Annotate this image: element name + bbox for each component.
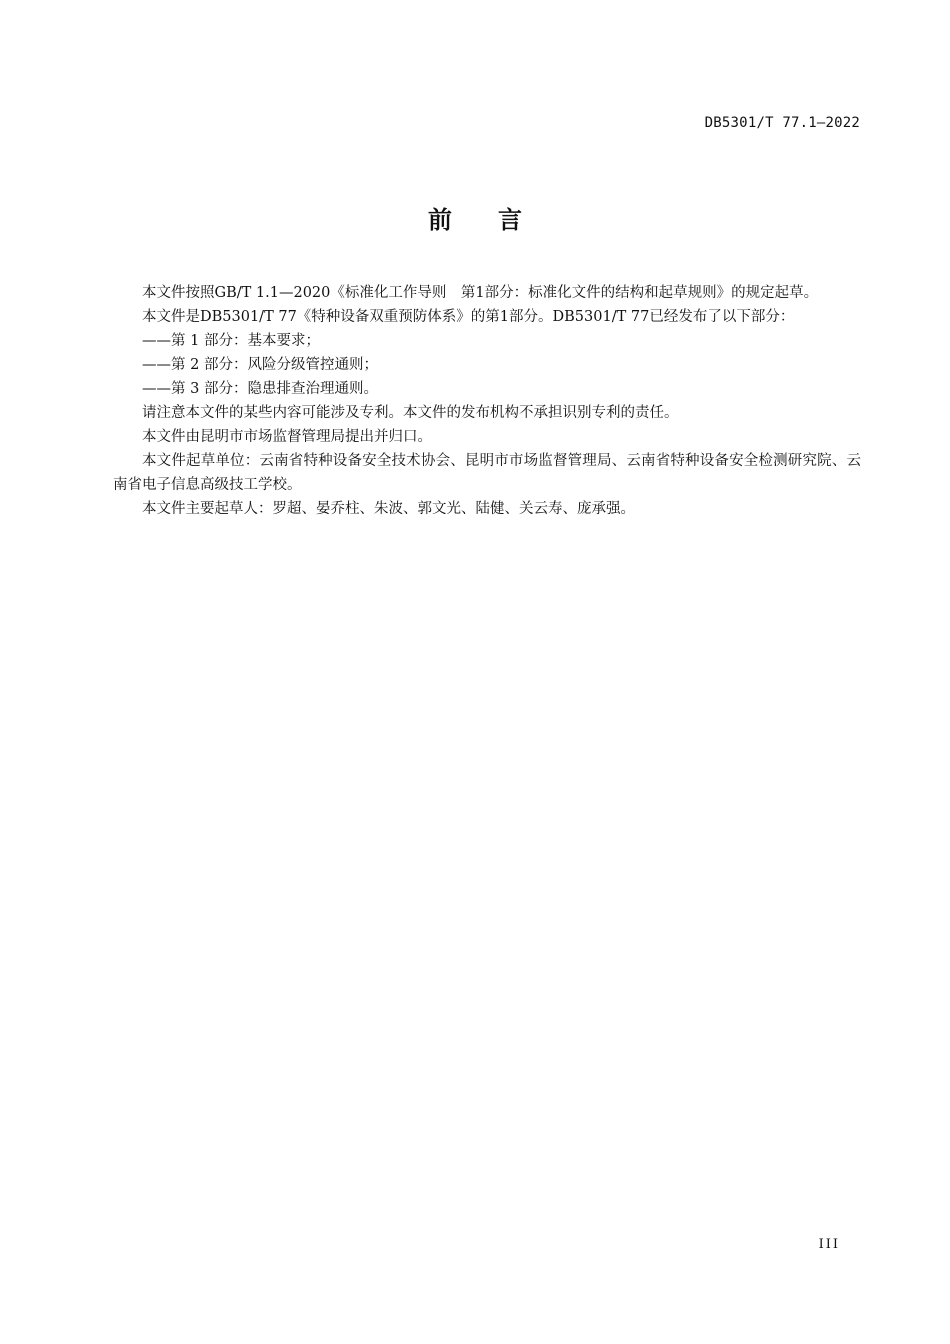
- page-title: 前言: [428, 206, 568, 234]
- paragraph-series-info: 本文件是DB5301/T 77《特种设备双重预防体系》的第1部分。DB5301/T 77已经发布了以下部分：: [142, 309, 795, 325]
- foreword-body: [113, 281, 861, 521]
- list-item-part-2: ——第 2 部分：风险分级管控通则；: [142, 357, 378, 373]
- document-code: DB5301/T 77.1—2022: [704, 115, 860, 131]
- paragraph-drafting-units: 本文件起草单位：云南省特种设备安全技术协会、昆明市市场监督管理局、云南省特种设备安全检测研究院、云南省电子信息高级技工学校。: [113, 453, 861, 493]
- list-item-part-3: ——第 3 部分：隐患排查治理通则。: [142, 381, 378, 397]
- paragraph-drafting-rules: 本文件按照GB/T 1.1—2020《标准化工作导则 第1部分：标准化文件的结构和起草规则》的规定起草。: [142, 285, 819, 301]
- paragraph-patent-notice: 请注意本文件的某些内容可能涉及专利。本文件的发布机构不承担识别专利的责任。: [142, 405, 679, 421]
- page-number: III: [818, 1237, 840, 1252]
- paragraph-proposer: 本文件由昆明市市场监督管理局提出并归口。: [142, 429, 432, 445]
- paragraph-drafters: 本文件主要起草人：罗超、晏乔柱、朱波、郭文光、陆健、关云寿、庞承强。: [142, 501, 635, 517]
- list-item-part-1: ——第 1 部分：基本要求；: [142, 333, 320, 349]
